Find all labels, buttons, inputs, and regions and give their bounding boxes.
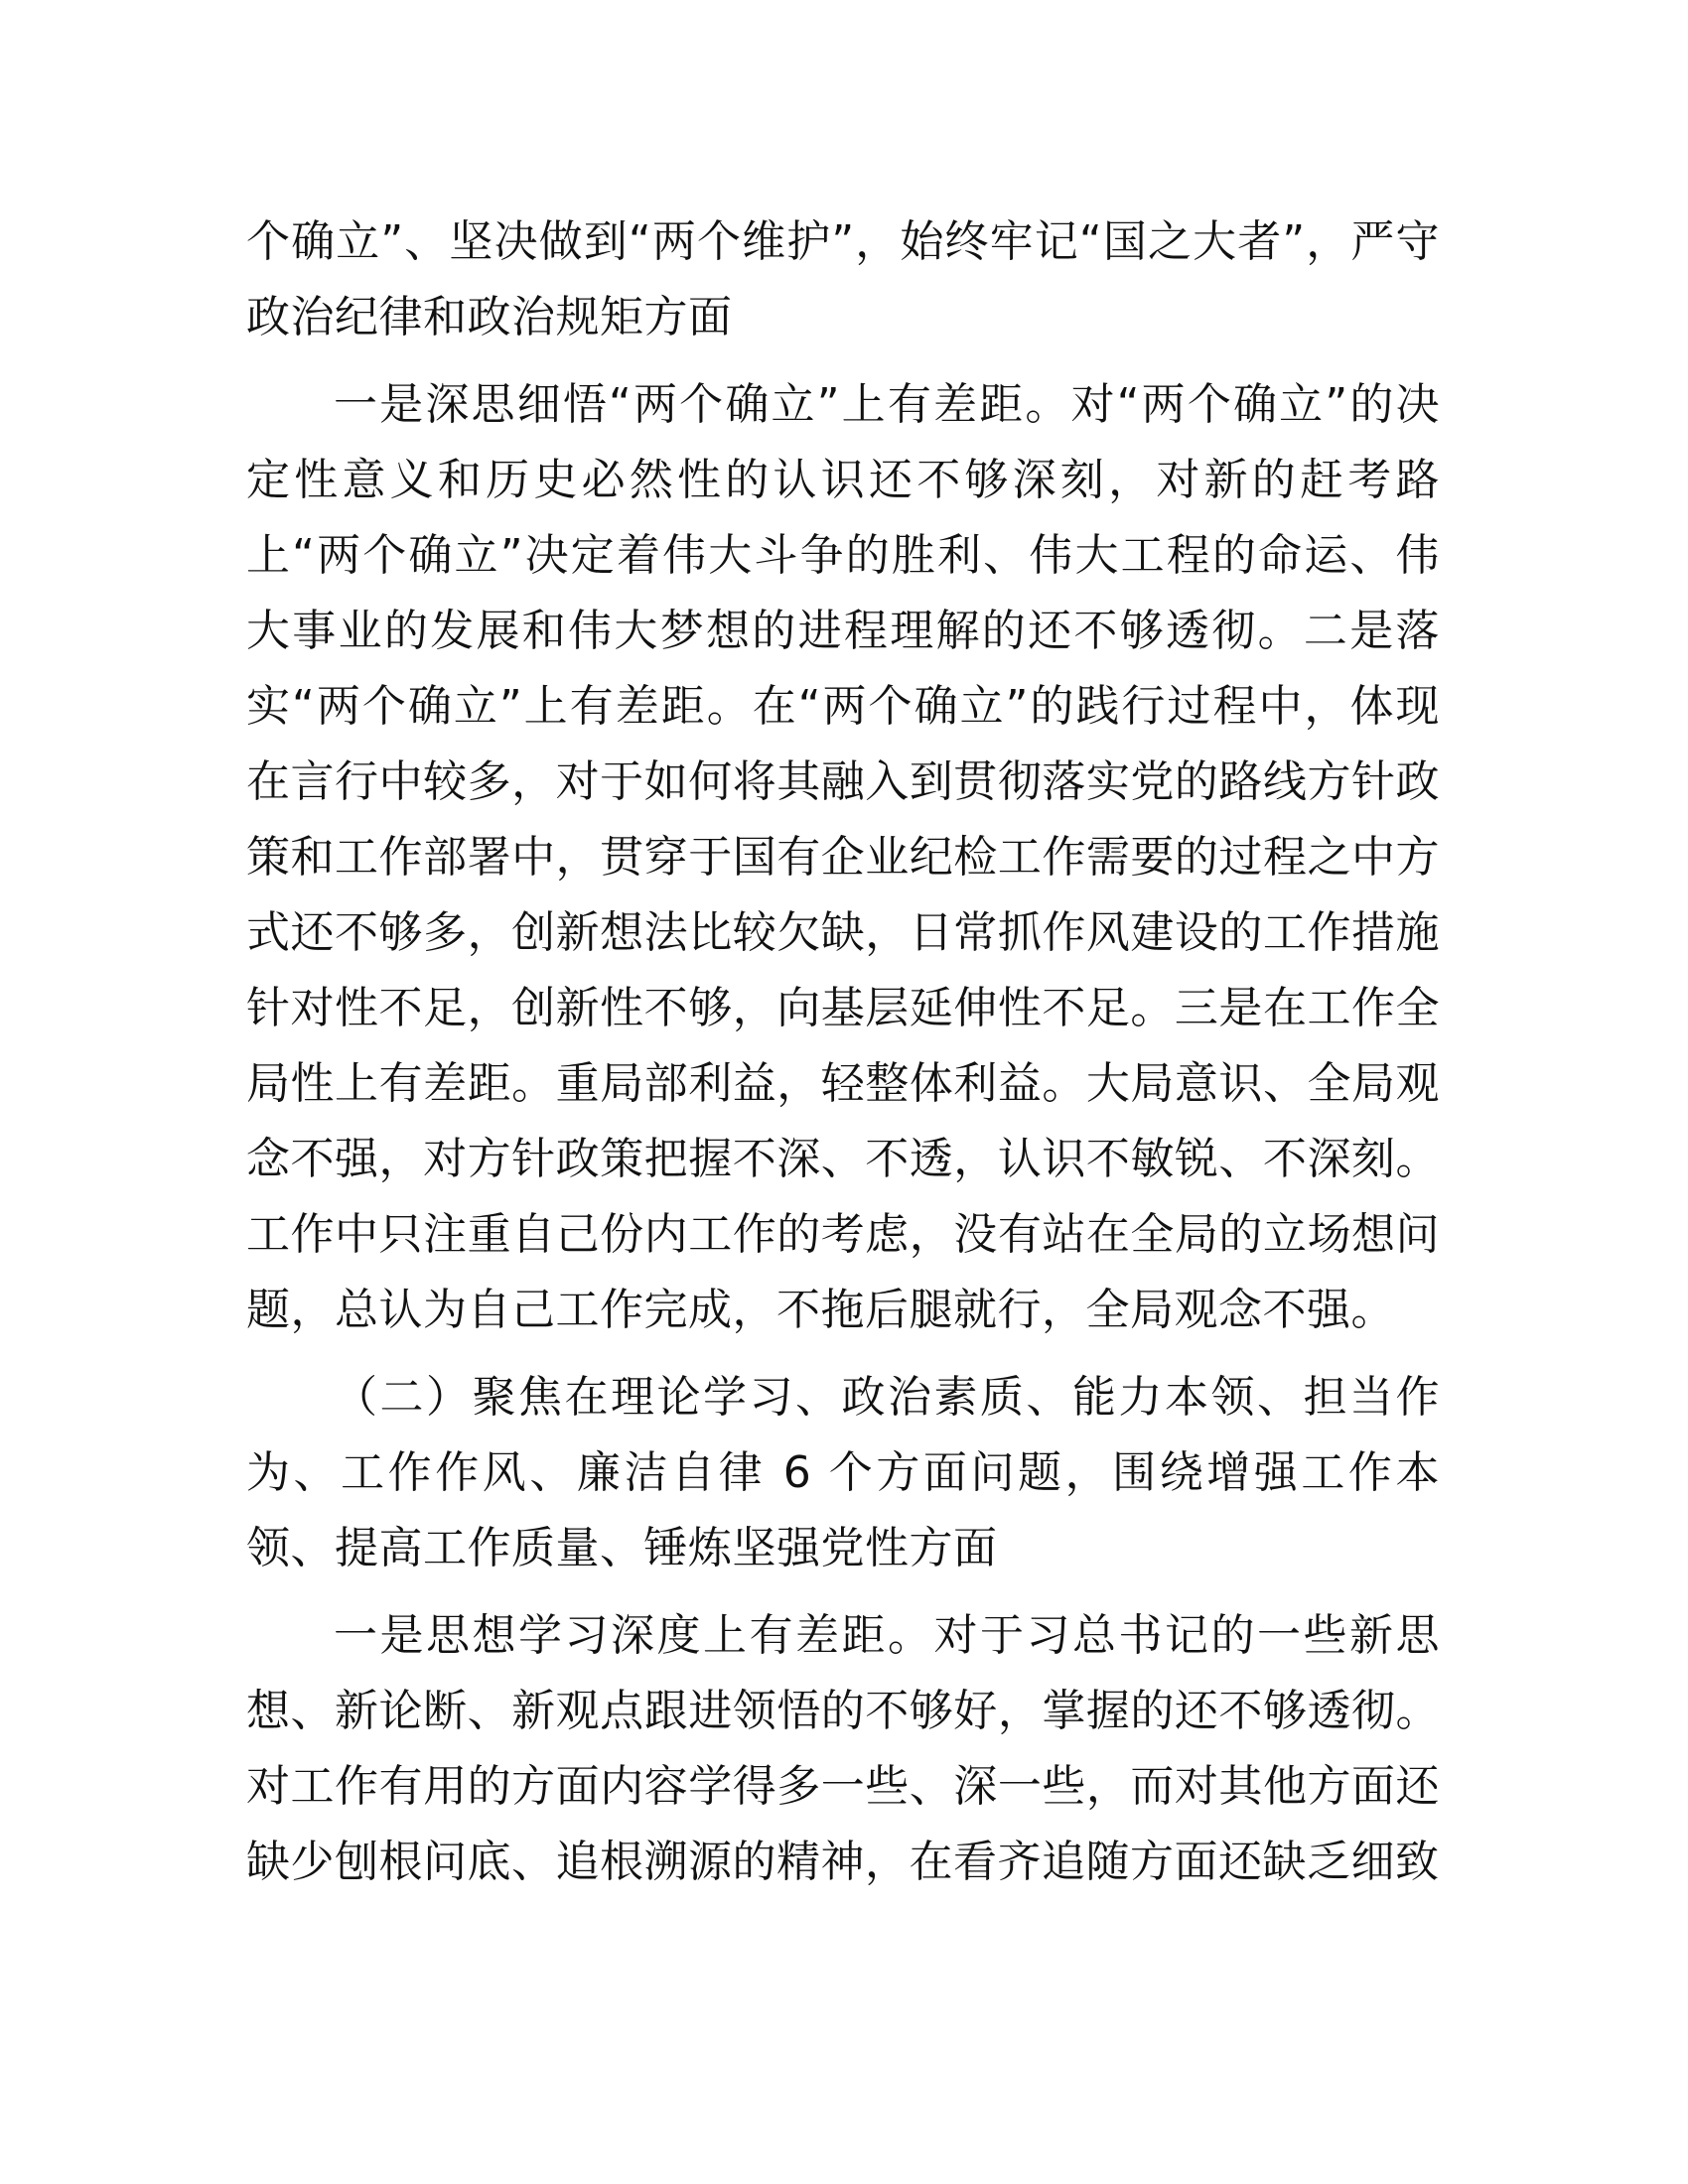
document-body	[246, 205, 1440, 1912]
paragraph-continuation-heading: 个确立”、坚决做到“两个维护”，始终牢记“国之大者”，严守政治纪律和政治规矩方面	[246, 216, 1440, 342]
paragraph-study-depth-gaps: 一是思想学习深度上有差距。对于习总书记的一些新思想、新论断、新观点跟进领悟的不够好，掌握的还不够透彻。对工作有用的方面内容学得多一些、深一些，而对其他方面还缺少刨根问底、追根溯源的精神，在看齐追随方面还缺乏细致	[246, 1610, 1440, 1887]
paragraph-two-establishments-gaps: 一是深思细悟“两个确立”上有差距。对“两个确立”的决定性意义和历史必然性的认识还不够深刻，对新的赶考路上“两个确立”决定着伟大斗争的胜利、伟大工程的命运、伟大事业的发展和伟大梦想的进程理解的还不够透彻。二是落实“两个确立”上有差距。在“两个确立”的践行过程中，体现在言行中较多，对于如何将其融入到贯彻落实党的路线方针政策和工作部署中，贯穿于国有企业纪检工作需要的过程之中方式还不够多，创新想法比较欠缺，日常抓作风建设的工作措施针对性不足，创新性不够，向基层延伸性不足。三是在工作全局性上有差距。重局部利益，轻整体利益。大局意识、全局观念不强，对方针政策把握不深、不透，认识不敏锐、不深刻。工作中只注重自己份内工作的考虑，没有站在全局的立场想问题，总认为自己工作完成，不拖后腿就行，全局观念不强。	[246, 379, 1440, 1335]
section-heading-2: （二）聚焦在理论学习、政治素质、能力本领、担当作为、工作作风、廉洁自律 6 个方面问题，围绕增强工作本领、提高工作质量、锤炼坚强党性方面	[246, 1372, 1440, 1573]
